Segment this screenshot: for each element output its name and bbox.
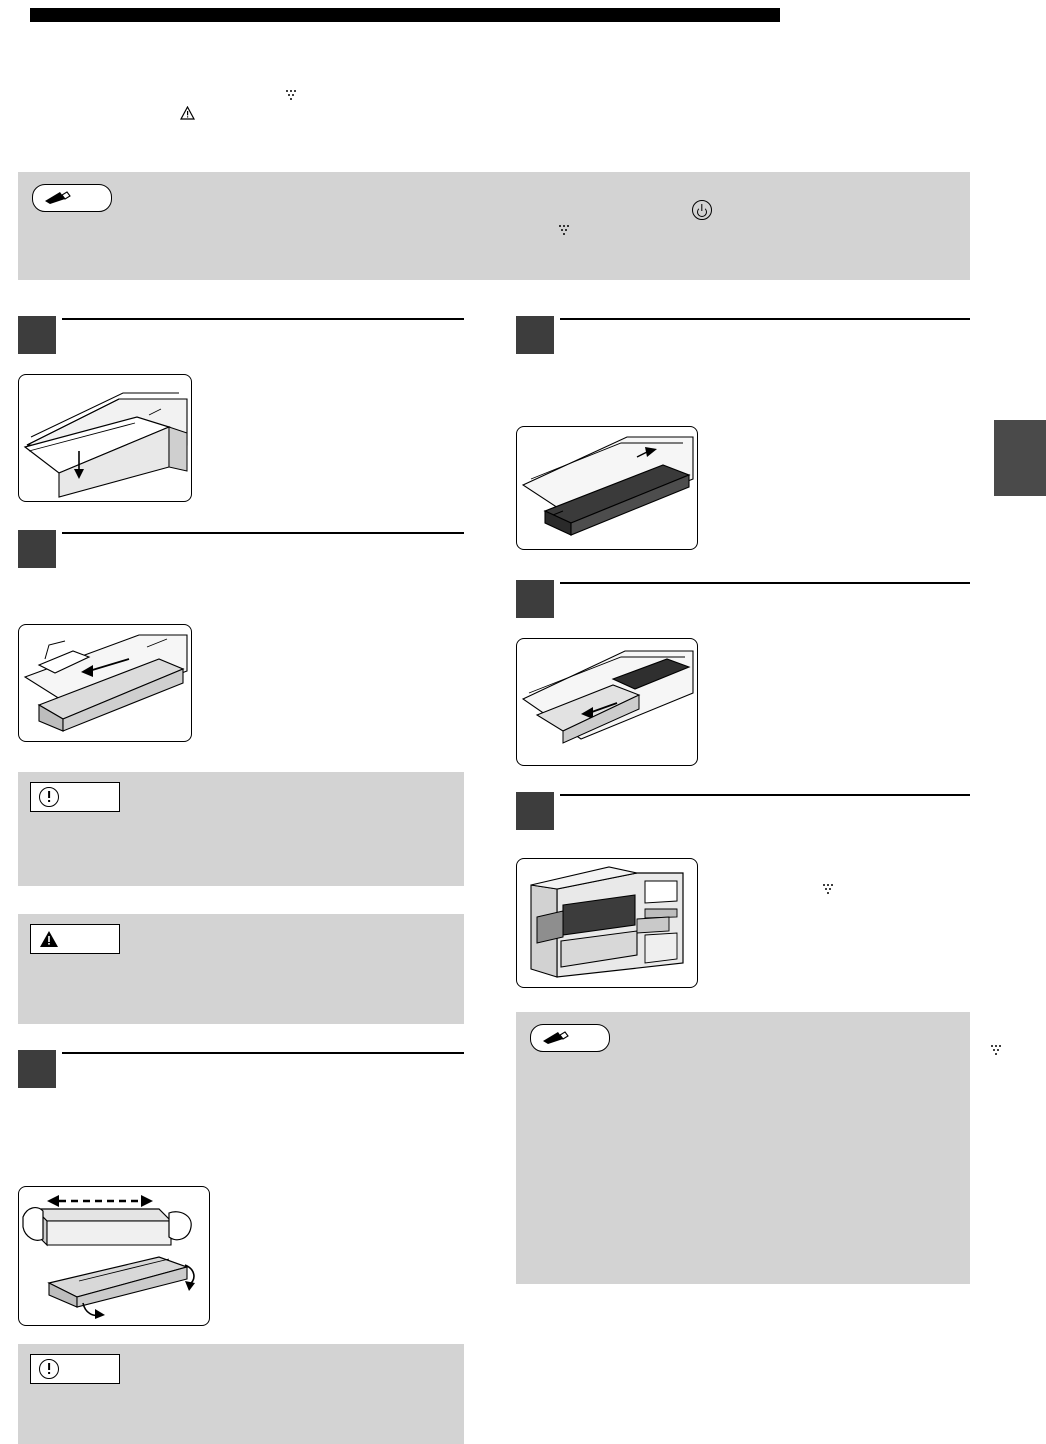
warning-box-1: [18, 914, 464, 1024]
exclamation-circle-icon: [39, 1359, 59, 1384]
warning-badge-1: [30, 924, 120, 954]
intro-line-1: [30, 70, 970, 86]
pen-note-icon: [43, 190, 73, 211]
note-body-top: [122, 182, 956, 240]
pen-note-icon: [541, 1030, 571, 1051]
close-front-cover-illustration: [516, 858, 698, 988]
power-icon: [692, 200, 712, 220]
caution-box-1: [18, 772, 464, 886]
step-4-number: [516, 316, 554, 354]
note-box-bottom: [516, 1012, 970, 1284]
step-3-rule: [62, 1052, 464, 1054]
insert-toner-cartridge-illustration: [516, 426, 698, 550]
dots-icon: [558, 223, 571, 236]
exclamation-circle-icon: [39, 787, 59, 812]
push-cartridge-in-illustration: [516, 638, 698, 766]
solid-warning-triangle-icon: [39, 930, 59, 948]
step-5: [516, 580, 970, 618]
step-5-number: [516, 580, 554, 618]
step-6: [516, 792, 970, 830]
dots-icon: [285, 88, 298, 101]
intro-line-2: [30, 86, 970, 104]
page-top-rule: [30, 8, 780, 22]
intro-text: [30, 70, 970, 140]
step-5-rule: [560, 582, 970, 584]
step-4-rule: [560, 318, 970, 320]
note-badge-bottom: [530, 1024, 610, 1052]
step-2: [18, 530, 464, 568]
step-3: [18, 1050, 464, 1088]
note-badge: [32, 184, 112, 212]
open-front-cover-illustration: [18, 374, 192, 502]
dots-icon: [822, 882, 835, 895]
intro-line-4: [30, 124, 970, 140]
intro-line-3: [30, 104, 970, 124]
caution-badge-1: [30, 782, 120, 812]
step-6-number: [516, 792, 554, 830]
step-3-number: [18, 1050, 56, 1088]
step-1-rule: [62, 318, 464, 320]
step-2-number: [18, 530, 56, 568]
note-box-top: [18, 172, 970, 280]
step-6-rule: [560, 794, 970, 796]
step-1: [18, 316, 464, 354]
shake-cartridge-and-remove-seal-illustration: [18, 1186, 210, 1326]
chapter-edge-tab: [994, 420, 1046, 496]
step-1-number: [18, 316, 56, 354]
dots-icon: [990, 1043, 1003, 1056]
step-2-rule: [62, 532, 464, 534]
caution-box-2: [18, 1344, 464, 1444]
step-4: [516, 316, 970, 354]
note-body-bottom: [620, 1022, 956, 1150]
pull-out-toner-cartridge-illustration: [18, 624, 192, 742]
warning-triangle-icon: [180, 106, 195, 120]
caution-badge-2: [30, 1354, 120, 1384]
